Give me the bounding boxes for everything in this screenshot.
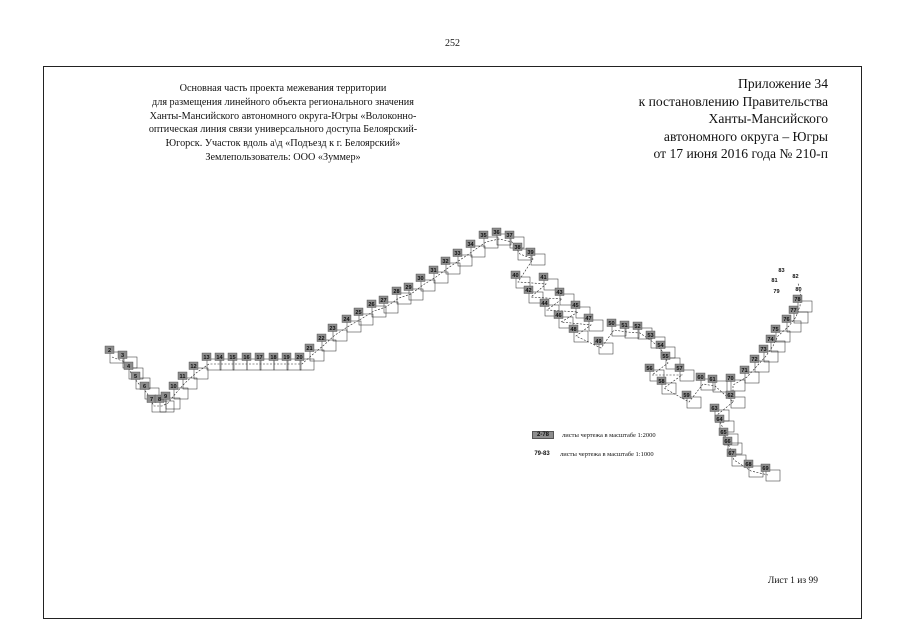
sheet-label-48 [569, 325, 578, 333]
sheet-label-56 [645, 364, 654, 372]
sheet-label-45 [571, 301, 580, 309]
sheet-number: 44 [541, 301, 548, 308]
sheet-number: 53 [647, 333, 654, 340]
legend-label: листы чертежа в масштабе 1:1000 [560, 450, 654, 458]
legend-swatch-gray: 2-78 [532, 431, 554, 439]
sheet-number: 13 [203, 355, 210, 362]
sheet-number: 63 [711, 406, 718, 413]
sheet-label-21 [305, 344, 314, 352]
sheet-number: 37 [506, 233, 513, 240]
sheet-number: 45 [572, 303, 579, 310]
sheet-label-58 [657, 377, 666, 385]
sheet-label-14 [215, 353, 224, 361]
sheet-number: 4 [126, 364, 131, 371]
sheet-number: 43 [556, 290, 563, 297]
sheet-number: 38 [514, 245, 521, 252]
sheet-label-32 [441, 257, 450, 265]
sheet-number: 46 [555, 313, 562, 320]
sheet-number: 33 [454, 251, 461, 258]
sheet-number: 60 [697, 375, 704, 382]
sheet-number: 2 [107, 348, 112, 355]
sheet-label-54 [656, 341, 665, 349]
sheet-label-29 [404, 283, 413, 291]
sheet-label-69 [761, 464, 770, 472]
sheet-label-37 [505, 231, 514, 239]
sheet-label-13 [202, 353, 211, 361]
sheet-number: 68 [745, 462, 752, 469]
sheet-label-65 [719, 428, 728, 436]
sheet-label-35 [479, 231, 488, 239]
sheet-label-20 [295, 353, 304, 361]
sheet-label-9 [161, 392, 170, 400]
sheet-number: 73 [760, 347, 767, 354]
sheet-number: 22 [318, 336, 325, 343]
appendix-heading-line: Ханты-Мансийского [708, 111, 828, 127]
sheet-number: 48 [570, 327, 577, 334]
sheet-label-59 [682, 391, 691, 399]
sheet-label-53 [646, 331, 655, 339]
legend-label: листы чертежа в масштабе 1:2000 [562, 431, 656, 439]
sheet-number: 50 [608, 321, 615, 328]
sheet-label-67 [727, 449, 736, 457]
appendix-heading-line: от 17 июня 2016 года № 210-п [653, 146, 828, 162]
sheet-number: 3 [120, 353, 125, 360]
sheet-label-33 [453, 249, 462, 257]
sheet-number: 11 [179, 374, 186, 381]
sheet-number: 23 [329, 326, 336, 333]
sheet-label-11 [178, 372, 187, 380]
sheet-number: 29 [405, 285, 412, 292]
sheet-label-76 [782, 315, 791, 323]
sheet-label-75 [771, 325, 780, 333]
sheet-label-43 [555, 288, 564, 296]
sheet-number: 83 [778, 268, 785, 275]
sheet-label-63 [710, 404, 719, 412]
sheet-number: 58 [658, 379, 665, 386]
sheet-label-15 [228, 353, 237, 361]
sheet-number: 35 [480, 233, 487, 240]
sheet-number: 76 [783, 317, 790, 324]
sheet-label-61 [708, 375, 717, 383]
project-title-line: для размещения линейного объекта регионального значения [152, 96, 414, 108]
sheet-label-39 [526, 248, 535, 256]
sheet-label-62 [726, 391, 735, 399]
sheet-number: 69 [762, 466, 769, 473]
sheet-label-77 [789, 306, 798, 314]
sheet-label-28 [392, 287, 401, 295]
sheet-label-4 [124, 362, 133, 370]
sheet-label-79 [773, 289, 779, 295]
sheet-number: 62 [727, 393, 734, 400]
sheet-label-6 [140, 382, 149, 390]
legend-row-2000 [532, 430, 656, 440]
page-number: 252 [445, 38, 460, 49]
sheet-number: 12 [190, 364, 197, 371]
sheet-label-57 [675, 364, 684, 372]
appendix-heading-line: автономного округа – Югры [663, 128, 828, 144]
sheet-number: 75 [772, 327, 779, 334]
sheet-label-44 [540, 299, 549, 307]
sheet-label-60 [696, 373, 705, 381]
sheet-number: 27 [380, 298, 387, 305]
project-title-line: оптическая линия связи универсального доступа Белоярский- [148, 124, 418, 136]
sheet-number: 24 [343, 317, 350, 324]
sheet-label-16 [242, 353, 251, 361]
sheet-number: 41 [540, 275, 547, 282]
project-title-line: Землепользователь: ООО «Зуммер» [205, 151, 361, 163]
legend-row-1000 [532, 449, 656, 459]
sheet-number: 15 [229, 355, 236, 362]
sheet-number: 74 [767, 337, 774, 344]
sheet-number: 51 [621, 323, 628, 330]
sheet-label-74 [766, 335, 775, 343]
sheet-label-22 [317, 334, 326, 342]
sheet-number: 55 [662, 354, 669, 361]
sheet-label-47 [584, 314, 593, 322]
sheet-number: 65 [720, 430, 727, 437]
sheet-number: 25 [355, 310, 362, 317]
sheet-number: 28 [393, 289, 400, 296]
sheet-label-3 [118, 351, 127, 359]
sheet-number: 80 [795, 287, 802, 294]
sheet-label-42 [524, 286, 533, 294]
sheet-number: 19 [283, 355, 290, 362]
sheet-number: 9 [163, 394, 168, 401]
project-title-line: Ханты-Мансийского автономного округа-Югры «Волоконно- [149, 110, 417, 122]
sheet-label-51 [620, 321, 629, 329]
sheet-number: 34 [467, 242, 474, 249]
sheet-label-5 [131, 372, 140, 380]
sheet-number: 10 [170, 384, 177, 391]
sheet-number: 39 [527, 250, 534, 257]
sheet-number: 6 [142, 384, 147, 391]
sheet-number: 31 [430, 268, 437, 275]
sheet-number: 36 [493, 230, 500, 237]
sheet-label-71 [740, 366, 749, 374]
sheet-number: 8 [157, 397, 162, 404]
sheet-label-30 [416, 274, 425, 282]
sheet-label-12 [189, 362, 198, 370]
sheet-number: 40 [512, 273, 519, 280]
sheet-label-46 [554, 311, 563, 319]
sheet-label-68 [744, 460, 753, 468]
sheet-number: 79 [773, 289, 780, 296]
project-title-line: Основная часть проекта межевания территории [179, 83, 387, 94]
sheet-number: 72 [751, 357, 758, 364]
sheet-number: 21 [306, 346, 313, 353]
sheet-number: 16 [243, 355, 250, 362]
sheet-number: 59 [683, 393, 690, 400]
sheet-label-64 [715, 415, 724, 423]
sheet-label-24 [342, 315, 351, 323]
sheet-label-80 [795, 287, 801, 293]
sheet-label-55 [661, 352, 670, 360]
sheet-number: 71 [741, 368, 748, 375]
sheet-label-40 [511, 271, 520, 279]
sheet-number: 7 [149, 397, 154, 404]
sheet-label-18 [269, 353, 278, 361]
sheet-label-19 [282, 353, 291, 361]
sheet-label-25 [354, 308, 363, 316]
sheet-count: Лист 1 из 99 [767, 576, 818, 586]
sheet-label-72 [750, 355, 759, 363]
sheet-number: 81 [771, 278, 778, 285]
sheet-number: 77 [790, 308, 797, 315]
sheet-number: 32 [442, 259, 449, 266]
legend-swatch-plain: 79-83 [534, 451, 550, 457]
sheet-number: 26 [368, 302, 375, 309]
sheet-label-82 [792, 274, 798, 280]
sheet-number: 54 [657, 343, 664, 350]
sheet-number: 67 [728, 451, 735, 458]
appendix-heading-line: к постановлению Правительства [638, 93, 828, 109]
sheet-label-31 [429, 266, 438, 274]
sheet-number: 17 [256, 355, 263, 362]
sheet-label-50 [607, 319, 616, 327]
sheet-label-78 [793, 295, 802, 303]
sheet-label-2 [105, 346, 114, 354]
sheet-number: 20 [296, 355, 303, 362]
sheet-label-23 [328, 324, 337, 332]
sheet-number: 57 [676, 366, 683, 373]
sheet-number: 49 [595, 339, 602, 346]
sheet-label-81 [771, 278, 777, 284]
sheet-label-73 [759, 345, 768, 353]
sheet-number: 18 [270, 355, 277, 362]
sheet-number: 78 [794, 297, 801, 304]
sheet-number: 61 [709, 377, 716, 384]
sheet-label-83 [778, 268, 784, 274]
sheet-label-49 [594, 337, 603, 345]
appendix-heading-line: Приложение 34 [738, 76, 828, 91]
legend [532, 430, 656, 468]
sheet-number: 70 [727, 376, 734, 383]
sheet-number: 47 [585, 316, 592, 323]
sheet-number: 64 [716, 417, 723, 424]
project-title-line: Югорск. Участок вдоль а\д «Подъезд к г. Белоярский» [165, 138, 401, 150]
sheet-label-26 [367, 300, 376, 308]
sheet-label-66 [723, 437, 732, 445]
sheet-number: 14 [216, 355, 223, 362]
sheet-number: 30 [417, 276, 424, 283]
sheet-label-27 [379, 296, 388, 304]
sheet-label-36 [492, 228, 501, 236]
sheet-number: 66 [724, 439, 731, 446]
sheet-label-70 [726, 374, 735, 382]
sheet-number: 42 [525, 288, 532, 295]
sheet-number: 5 [133, 374, 138, 381]
sheet-label-34 [466, 240, 475, 248]
sheet-label-17 [255, 353, 264, 361]
sheet-label-10 [169, 382, 178, 390]
sheet-label-52 [633, 322, 642, 330]
sheet-label-38 [513, 243, 522, 251]
sheet-number: 56 [646, 366, 653, 373]
sheet-label-7 [147, 395, 156, 403]
sheet-number: 82 [792, 274, 799, 281]
sheet-label-41 [539, 273, 548, 281]
sheet-number: 52 [634, 324, 641, 331]
